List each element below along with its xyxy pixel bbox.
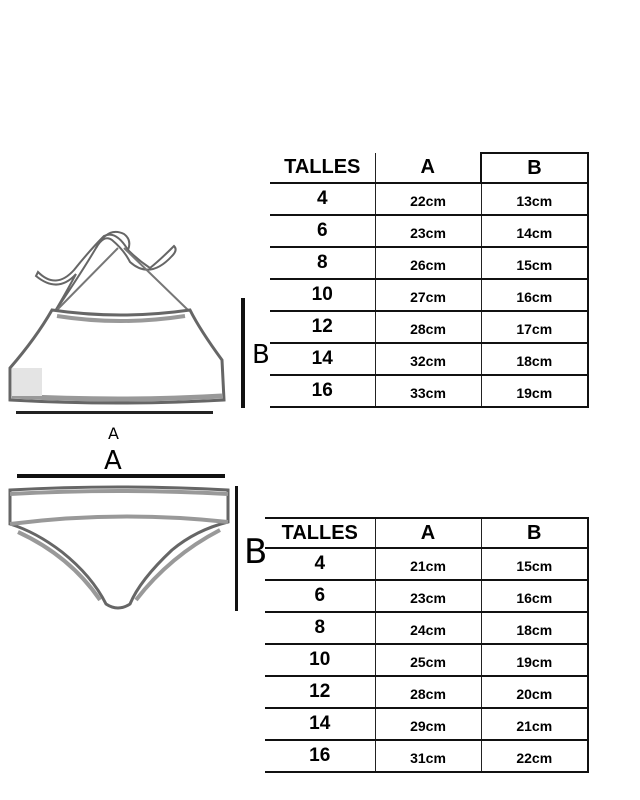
top-width-label: A (108, 424, 119, 443)
b-cell: 22cm (481, 740, 588, 772)
table-row (270, 343, 588, 375)
a-cell: 21cm (375, 548, 481, 580)
table-header-row (270, 153, 588, 183)
a-cell: 26cm (375, 247, 481, 279)
table-header-row (265, 518, 588, 548)
b-cell: 19cm (481, 644, 588, 676)
header-talles: TALLES (270, 153, 375, 183)
table-row (265, 708, 588, 740)
briefs-diagram (0, 480, 240, 620)
b-cell: 13cm (481, 183, 588, 215)
b-cell: 15cm (481, 247, 588, 279)
talle-cell: 8 (270, 247, 375, 279)
table-row (265, 548, 588, 580)
talle-cell: 8 (265, 612, 375, 644)
top-width-dimension-line (16, 411, 213, 414)
b-cell: 16cm (481, 279, 588, 311)
table-row (265, 740, 588, 772)
b-cell: 15cm (481, 548, 588, 580)
header-a: A (375, 153, 481, 183)
table-row (270, 215, 588, 247)
talle-cell: 4 (265, 548, 375, 580)
table-row (270, 311, 588, 343)
top-height-dimension-line (241, 298, 245, 408)
talle-cell: 12 (265, 676, 375, 708)
top-size-table (270, 152, 589, 408)
talle-cell: 16 (265, 740, 375, 772)
table-row (265, 676, 588, 708)
bottom-size-table (265, 517, 589, 773)
halter-top-diagram (0, 220, 240, 420)
header-talles: TALLES (265, 518, 375, 548)
b-cell: 14cm (481, 215, 588, 247)
a-cell: 29cm (375, 708, 481, 740)
bottom-height-label: B (244, 532, 268, 572)
table-row (265, 644, 588, 676)
table-row (265, 612, 588, 644)
table-row (270, 375, 588, 407)
bottom-height-dimension-line (235, 486, 238, 611)
bottom-width-label: A (104, 446, 122, 476)
top-height-label: B (252, 340, 270, 370)
b-cell: 16cm (481, 580, 588, 612)
a-cell: 28cm (375, 311, 481, 343)
header-b: B (481, 153, 588, 183)
b-cell: 19cm (481, 375, 588, 407)
talle-cell: 16 (270, 375, 375, 407)
a-cell: 27cm (375, 279, 481, 311)
b-cell: 17cm (481, 311, 588, 343)
header-b: B (481, 518, 588, 548)
a-cell: 31cm (375, 740, 481, 772)
a-cell: 25cm (375, 644, 481, 676)
a-cell: 28cm (375, 676, 481, 708)
header-a: A (375, 518, 481, 548)
a-cell: 23cm (375, 580, 481, 612)
talle-cell: 6 (270, 215, 375, 247)
a-cell: 32cm (375, 343, 481, 375)
table-row (265, 580, 588, 612)
talle-cell: 14 (270, 343, 375, 375)
b-cell: 18cm (481, 343, 588, 375)
talle-cell: 10 (265, 644, 375, 676)
a-cell: 33cm (375, 375, 481, 407)
talle-cell: 14 (265, 708, 375, 740)
talle-cell: 10 (270, 279, 375, 311)
talle-cell: 12 (270, 311, 375, 343)
a-cell: 23cm (375, 215, 481, 247)
talle-cell: 6 (265, 580, 375, 612)
a-cell: 24cm (375, 612, 481, 644)
b-cell: 21cm (481, 708, 588, 740)
table-row (270, 183, 588, 215)
b-cell: 20cm (481, 676, 588, 708)
table-row (270, 247, 588, 279)
talle-cell: 4 (270, 183, 375, 215)
a-cell: 22cm (375, 183, 481, 215)
b-cell: 18cm (481, 612, 588, 644)
table-row (270, 279, 588, 311)
